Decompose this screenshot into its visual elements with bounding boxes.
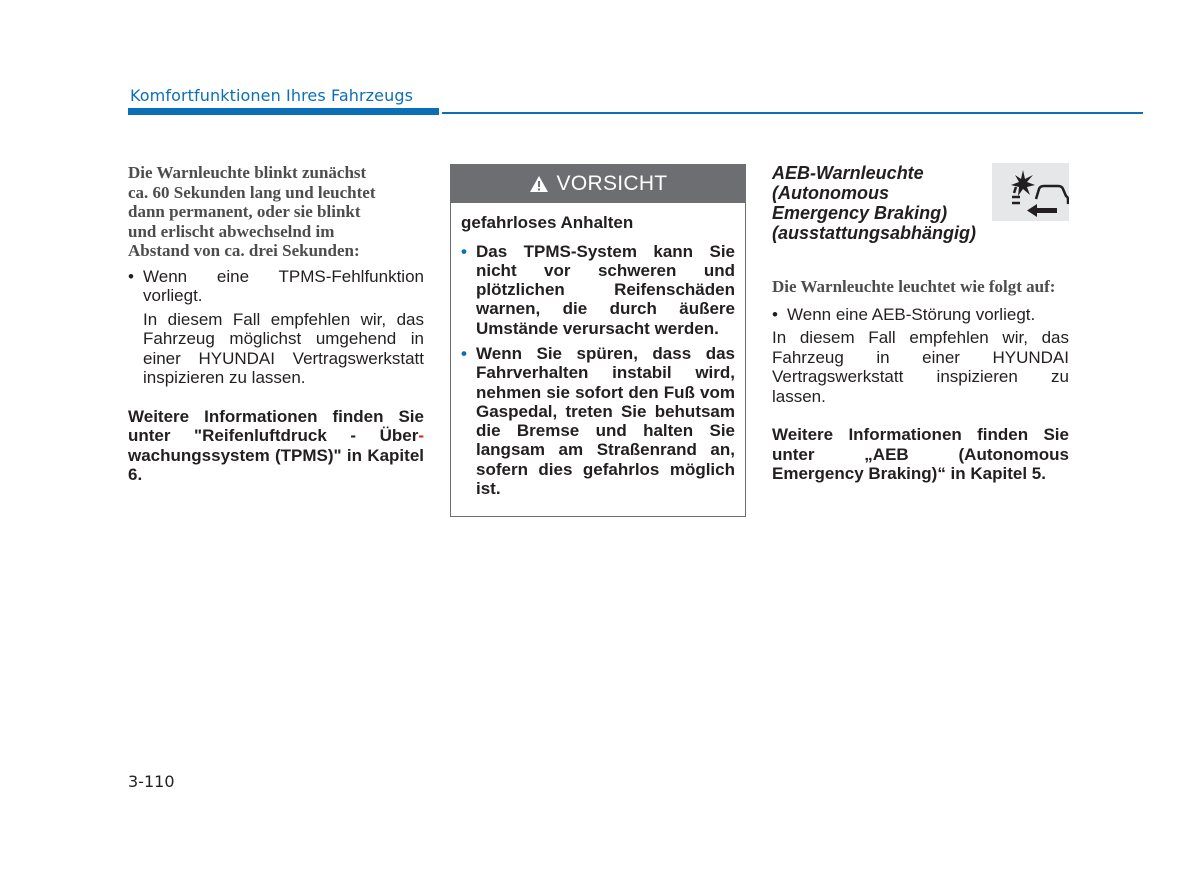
aeb-advice: In diesem Fall empfehlen wir, das Fahrzeug in einer HYUNDAI Vertragswerkstatt inspizieren zu lassen. [772,328,1069,406]
tpms-intro [128,163,424,261]
caution-subtitle: gefahrloses Anhalten [461,213,634,232]
tpms-intro-line: dann permanent, oder sie blinkt [128,202,361,221]
header-accent-bar [128,108,439,115]
tpms-intro-line: ca. 60 Sekunden lang und leuchtet [128,182,376,202]
caution-header [451,165,745,203]
tpms-intro-line: und erlischt abwechselnd im [128,221,335,241]
header-rule [442,112,1143,114]
caution-item-text: Wenn Sie spüren, dass das Fahrverhalten instabil wird, nehmen sie sofort den Fuß vom Gaspedal, treten Sie behutsam die Bremse und halten Sie langsam am Straßenrand an, sofern dies gefahrlos möglich ist. [476,343,735,499]
aeb-heading-line: (Autonomous [772,183,889,203]
tpms-intro-line: Abstand von ca. drei Sekunden: [128,241,360,260]
bullet-dot: • [772,304,778,324]
tpms-advice: In diesem Fall empfehlen wir, das Fahrzeug möglichst umgehend in einer HYUNDAI Vertragswerkstatt inspizieren zu lassen. [143,309,424,387]
right-column [772,163,1069,484]
aeb-more-info: Weitere Informationen finden Sie unter „AEB (Autonomous Emergency Braking)“ in Kapitel 5. [772,425,1069,483]
bullet-dot: • [461,343,467,363]
aeb-heading [772,163,997,243]
aeb-heading-line: (ausstattungsabhängig) [772,223,977,243]
warning-triangle-icon [529,175,549,193]
tpms-more-info [128,407,424,485]
aeb-heading-line: Emergency Braking) [772,203,948,223]
caution-body [451,203,745,516]
aeb-heading-line: AEB-Warnleuchte [772,163,924,183]
caution-item-text: Das TPMS-System kann Sie nicht vor schweren und plötzlichen Reifenschäden warnen, die durch äußere Umstände verursacht werden. [476,241,735,338]
page-number: 3-110 [128,772,175,791]
caution-item [461,344,735,498]
hyphen-mark: - [418,426,424,445]
aeb-intro: Die Warnleuchte leuchtet wie folgt auf: [772,277,1056,296]
tpms-more-info-part1: Weitere Informationen finden Sie unter "Reifenluftdruck - Über [128,406,424,445]
bullet-dot: • [461,241,467,261]
section-header-title: Komfortfunktionen Ihres Fahrzeugs [130,86,414,105]
caution-box [450,164,746,517]
caution-title: VORSICHT [556,172,668,195]
aeb-bullet-text: Wenn eine AEB-Störung vorliegt. [787,304,1036,324]
caution-item [461,242,735,338]
tpms-bullet-text: Wenn eine TPMS-Fehlfunktion vorliegt. [143,266,424,305]
tpms-more-info-part2: wachungssystem (TPMS)" in Kapitel 6. [128,445,424,484]
aeb-bullet [772,305,1069,325]
tpms-bullet [128,267,424,306]
tpms-intro-line: Die Warnleuchte blinkt zunächst [128,163,367,182]
aeb-warning-icon [992,163,1069,221]
caution-box-column [450,164,746,517]
left-column [128,163,424,485]
bullet-dot: • [128,266,134,286]
